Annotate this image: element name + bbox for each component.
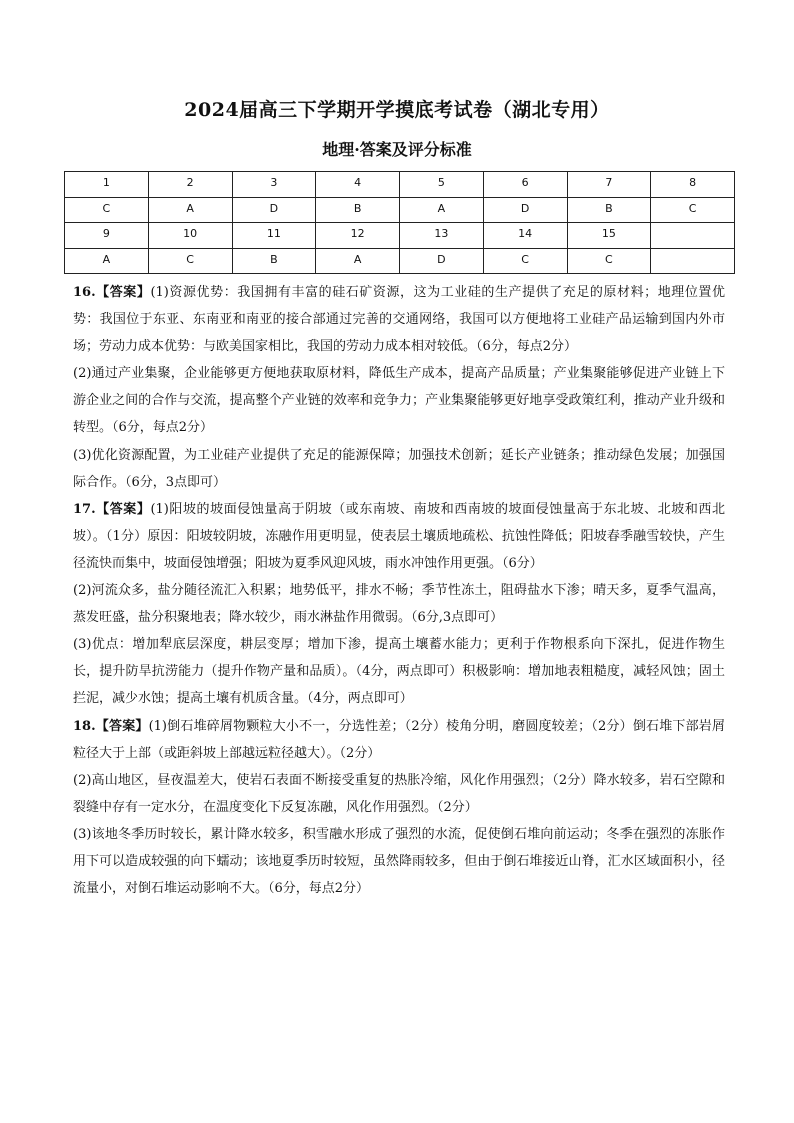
table-cell: C [483, 248, 567, 274]
q17-part1-text: (1)阳坡的坡面侵蚀量高于阴坡（或东南坡、南坡和西南坡的坡面侵蚀量高于东北坡、北坡和西北坡）。（1分）原因：阳坡较阴坡，冻融作用更明显，使表层土壤质地疏松、抗蚀性降低；阳坡春季融雪较快，产生径流快而集中，坡面侵蚀增强；阳坡为夏季风迎风坡，雨水冲蚀作用更强。（6分） [73, 501, 726, 571]
table-row [65, 172, 735, 198]
q16-part3: (3)优化资源配置，为工业硅产业提供了充足的能源保障；加强技术创新；延长产业链条；推动绿色发展；加强国际合作。（6分，3点即可） [73, 447, 725, 490]
answer-body [73, 279, 725, 902]
q16-part1 [73, 279, 725, 360]
q16-label: 16.【答案】 [73, 285, 151, 300]
table-cell [651, 248, 735, 274]
table-cell: D [483, 197, 567, 223]
q16-part1-text: (1)资源优势：我国拥有丰富的硅石矿资源，这为工业硅的生产提供了充足的原材料；地理位置优势：我国位于东亚、东南亚和南亚的接合部通过完善的交通网络，我国可以方便地将工业硅产品运输到国内外市场；劳动力成本优势：与欧美国家相比，我国的劳动力成本相对较低。（6分，每点2分） [73, 285, 726, 355]
q18-part3: (3)该地冬季历时较长，累计降水较多，积雪融水形成了强烈的水流，促使倒石堆向前运动；冬季在强烈的冻胀作用下可以造成较强的向下蠕动；该地夏季历时较短，虽然降雨较多，但由于倒石堆接近山脊，汇水区域面积小，径流量小，对倒石堆运动影响不大。（6分，每点2分） [73, 826, 725, 897]
table-cell: B [316, 197, 400, 223]
table-cell: 6 [483, 172, 567, 198]
answer-table [64, 171, 735, 274]
table-cell: 2 [148, 172, 232, 198]
q18-part1-text: (1)倒石堆碎屑物颗粒大小不一，分选性差；（2分）棱角分明，磨圆度较差；（2分）倒石堆下部岩屑粒径大于上部（或距斜坡上部越远粒径越大）。（2分） [73, 718, 725, 761]
table-cell: A [65, 248, 149, 274]
q17-part3: (3)优点：增加犁底层深度，耕层变厚；增加下渗，提高土壤蓄水能力；更利于作物根系向下深扎，促进作物生长，提升防旱抗涝能力（提升作物产量和品质）。（4分，两点即可）积极影响：增加地表粗糙度，减轻风蚀；固土拦泥，减少水蚀；提高土壤有机质含量。（4分，两点即可） [73, 637, 725, 707]
table-cell: 1 [65, 172, 149, 198]
table-cell: A [400, 197, 484, 223]
q18-part2: (2)高山地区，昼夜温差大，使岩石表面不断接受重复的热胀冷缩，风化作用强烈；（2分）降水较多，岩石空隙和裂缝中存有一定水分，在温度变化下反复冻融，风化作用强烈。（2分） [73, 772, 725, 815]
table-cell: A [148, 197, 232, 223]
q18-part1 [73, 713, 725, 767]
table-cell: D [232, 197, 316, 223]
q18-label: 18.【答案】 [73, 718, 149, 734]
table-row [65, 197, 735, 223]
table-cell: 5 [400, 172, 484, 198]
table-cell: 9 [65, 223, 149, 249]
table-cell: B [232, 248, 316, 274]
table-cell: 10 [148, 223, 232, 249]
table-cell: C [65, 197, 149, 223]
table-cell: B [567, 197, 651, 223]
q17-part1 [73, 496, 725, 577]
table-cell: D [400, 248, 484, 274]
table-cell: C [148, 248, 232, 274]
table-cell: C [567, 248, 651, 274]
table-cell: 8 [651, 172, 735, 198]
q16-part2: (2)通过产业集聚，企业能够更方便地获取原材料，降低生产成本，提高产品质量；产业集聚能够促进产业链上下游企业之间的合作与交流，提高整个产业链的效率和竞争力；产业集聚能够更好地享受政策红利，推动产业升级和转型。（6分，每点2分） [73, 366, 725, 436]
table-cell: 7 [567, 172, 651, 198]
table-cell [651, 223, 735, 249]
q17-part2: (2)河流众多，盐分随径流汇入积累；地势低平，排水不畅；季节性冻土，阻碍盐水下渗；晴天多，夏季气温高，蒸发旺盛，盐分积聚地表；降水较少，雨水淋盐作用微弱。（6分,3点即可） [73, 583, 725, 626]
table-cell: 13 [400, 223, 484, 249]
table-cell: 11 [232, 223, 316, 249]
table-cell: 3 [232, 172, 316, 198]
table-cell: 14 [483, 223, 567, 249]
page-subtitle: 地理·答案及评分标准 [322, 140, 472, 159]
table-cell: 12 [316, 223, 400, 249]
table-row [65, 223, 735, 249]
table-cell: C [651, 197, 735, 223]
table-cell: 15 [567, 223, 651, 249]
q17-label: 17.【答案】 [73, 501, 151, 517]
table-row [65, 248, 735, 274]
page-title: 2024届高三下学期开学摸底考试卷（湖北专用） [184, 99, 610, 121]
table-cell: 4 [316, 172, 400, 198]
table-cell: A [316, 248, 400, 274]
